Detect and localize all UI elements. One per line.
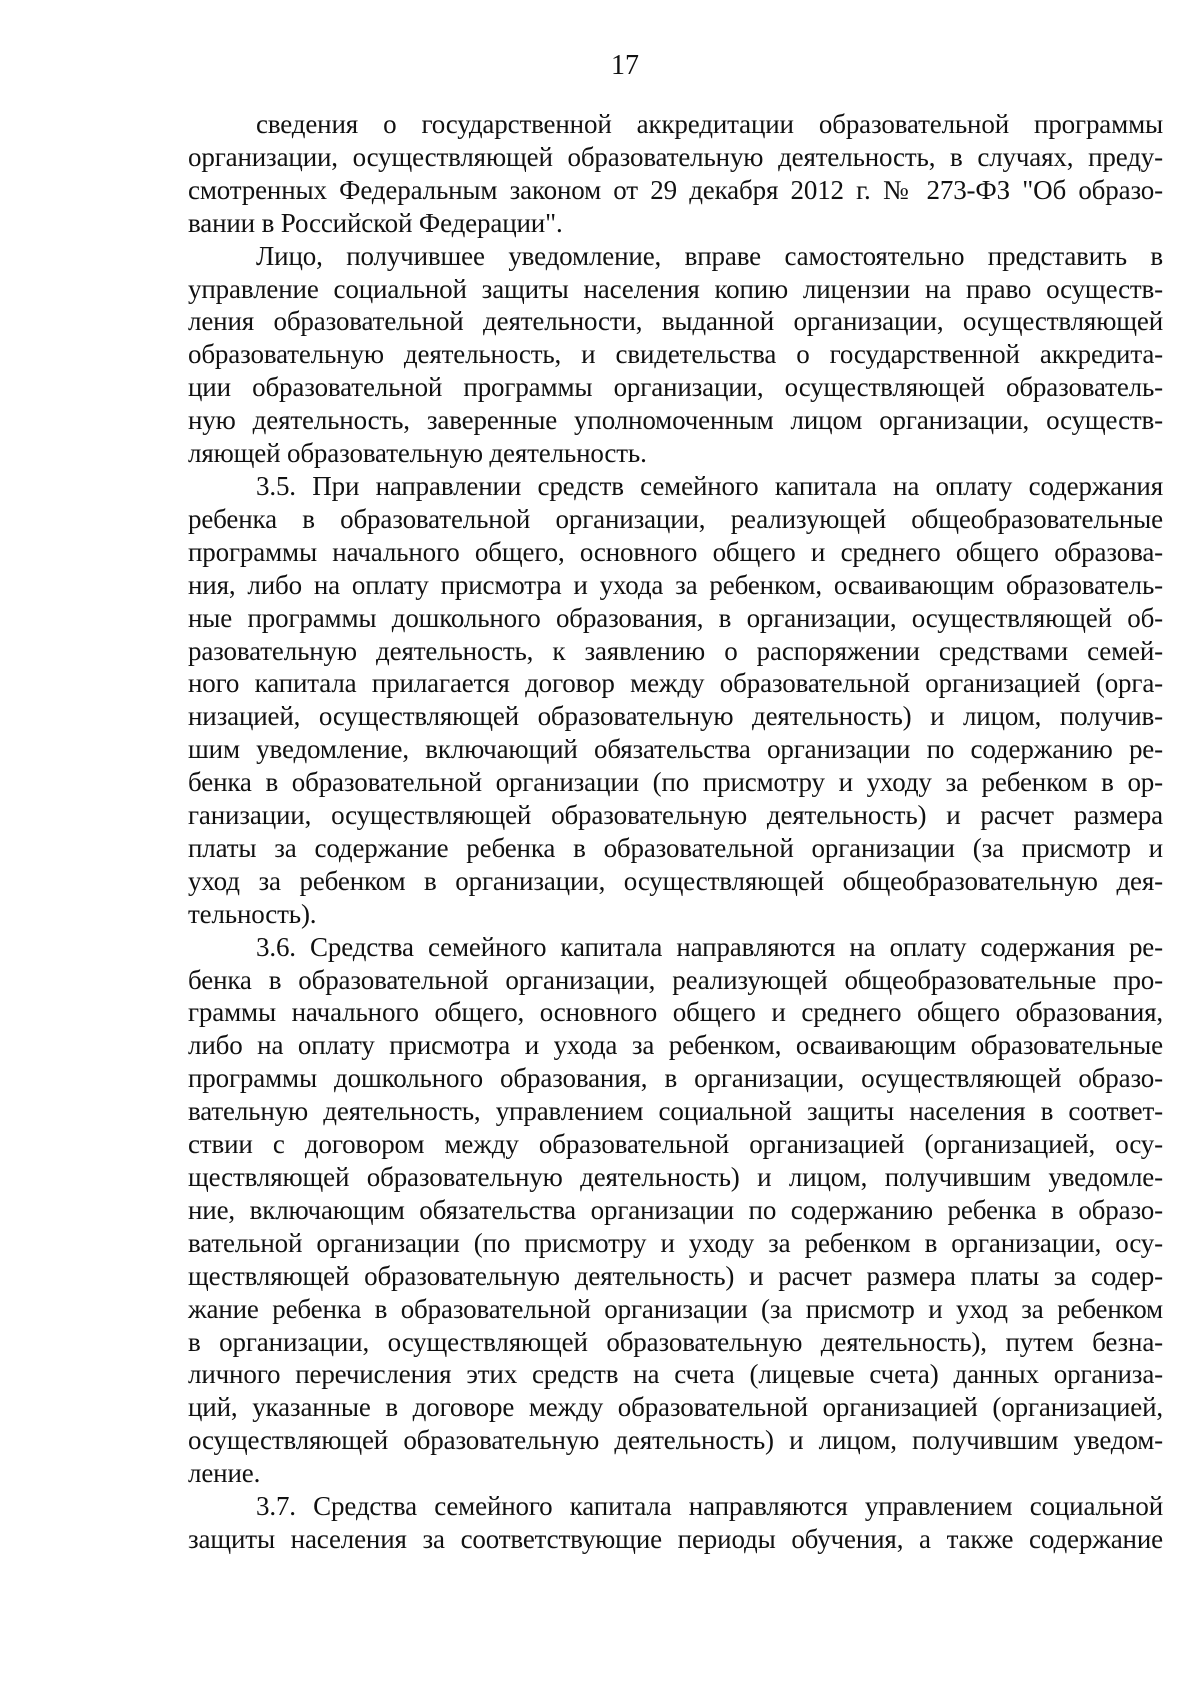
- text-line: 3.6. Средства семейного капитала направляются на оплату содержания ре-: [256, 931, 1163, 962]
- text-line: уход за ребенком в организации, осуществляющей общеобразовательную дея-: [188, 865, 1163, 896]
- text-line: ции образовательной программы организации, осуществляющей образователь-: [188, 372, 1163, 403]
- text-line: в организации, осуществляющей образовательную деятельность), путем безна-: [188, 1326, 1163, 1357]
- text-line: ную деятельность, заверенные уполномоченным лицом организации, осуществ-: [188, 405, 1163, 436]
- text-line: смотренных Федеральным законом от 29 декабря 2012 г. № 273-ФЗ "Об образо-: [188, 174, 1163, 205]
- text-line: разовательную деятельность, к заявлению о распоряжении средствами семей-: [188, 635, 1163, 666]
- text-line: ние, включающим обязательства организации по содержанию ребенка в образо-: [188, 1194, 1163, 1225]
- text-line: программы дошкольного образования, в организации, осуществляющей образо-: [188, 1063, 1163, 1094]
- text-line: ребенка в образовательной организации, реализующей общеобразовательные: [188, 503, 1163, 534]
- text-line: бенка в образовательной организации, реализующей общеобразовательные про-: [188, 964, 1163, 995]
- text-line: платы за содержание ребенка в образовательной организации (за присмотр и: [188, 832, 1163, 863]
- text-line: ций, указанные в договоре между образовательной организацией (организацией,: [188, 1392, 1163, 1423]
- text-line: вании в Российской Федерации".: [188, 207, 563, 238]
- text-line: ствии с договором между образовательной организацией (организацией, осу-: [188, 1129, 1163, 1160]
- text-line: ление.: [188, 1458, 261, 1489]
- text-line: ные программы дошкольного образования, в организации, осуществляющей об-: [188, 602, 1163, 633]
- text-line: вательную деятельность, управлением социальной защиты населения в соответ-: [188, 1096, 1163, 1127]
- text-line: низацией, осуществляющей образовательную деятельность) и лицом, получив-: [188, 701, 1163, 732]
- text-line: личного перечисления этих средств на счета (лицевые счета) данных организа-: [188, 1359, 1163, 1390]
- text-line: ганизации, осуществляющей образовательную деятельность) и расчет размера: [188, 800, 1163, 831]
- text-line: тельность).: [188, 898, 317, 929]
- text-line: граммы начального общего, основного общего и среднего общего образования,: [188, 997, 1163, 1028]
- document-body: [188, 108, 1163, 1556]
- text-line: шим уведомление, включающий обязательства организации по содержанию ре-: [188, 734, 1163, 765]
- text-line: бенка в образовательной организации (по присмотру и уходу за ребенком в ор-: [188, 767, 1163, 798]
- text-line: либо на оплату присмотра и ухода за ребенком, осваивающим образовательные: [188, 1030, 1163, 1061]
- text-line: защиты населения за соответствующие периоды обучения, а также содержание: [188, 1523, 1163, 1554]
- text-line: сведения о государственной аккредитации образовательной программы: [256, 109, 1163, 139]
- text-line: образовательную деятельность, и свидетельства о государственной аккредита-: [188, 339, 1163, 370]
- text-line: ния, либо на оплату присмотра и ухода за ребенком, осваивающим образователь-: [188, 569, 1163, 600]
- text-line: ного капитала прилагается договор между образовательной организацией (орга-: [188, 668, 1163, 699]
- text-line: ляющей образовательную деятельность.: [188, 438, 647, 469]
- text-line: осуществляющей образовательную деятельность) и лицом, получившим уведом-: [188, 1425, 1163, 1456]
- page-number: 17: [611, 50, 639, 81]
- text-line: ществляющей образовательную деятельность) и лицом, получившим уведомле-: [188, 1162, 1163, 1192]
- text-line: управление социальной защиты населения копию лицензии на право осуществ-: [188, 273, 1163, 304]
- text-line: 3.7. Средства семейного капитала направляются управлением социальной: [256, 1491, 1163, 1522]
- text-line: программы начального общего, основного общего и среднего общего образова-: [188, 536, 1163, 567]
- text-line: жание ребенка в образовательной организации (за присмотр и уход за ребенком: [188, 1293, 1163, 1324]
- text-line: 3.5. При направлении средств семейного капитала на оплату содержания: [256, 470, 1163, 501]
- text-line: ления образовательной деятельности, выданной организации, осуществляющей: [188, 306, 1163, 337]
- text-line: вательной организации (по присмотру и уходу за ребенком в организации, осу-: [188, 1227, 1163, 1258]
- text-line: организации, осуществляющей образовательную деятельность, в случаях, преду-: [188, 141, 1163, 172]
- text-line: Лицо, получившее уведомление, вправе самостоятельно представить в: [256, 240, 1163, 271]
- text-line: ществляющей образовательную деятельность) и расчет размера платы за содер-: [188, 1260, 1163, 1291]
